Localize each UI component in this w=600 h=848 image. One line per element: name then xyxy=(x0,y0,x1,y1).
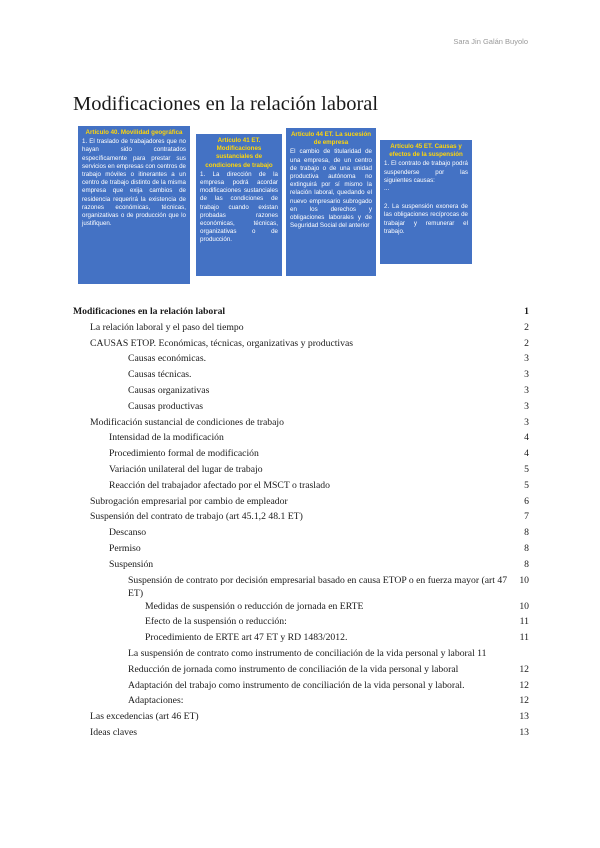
toc-entry-page: 3 xyxy=(524,400,529,412)
toc-entry[interactable] xyxy=(73,663,529,679)
toc-entry-label: La relación laboral y el paso del tiempo xyxy=(90,321,244,333)
toc-entry-label: Procedimiento formal de modificación xyxy=(109,448,259,460)
toc-entry-page: 12 xyxy=(519,695,529,707)
toc-entry[interactable] xyxy=(73,726,529,742)
toc-entry-page: 7 xyxy=(524,511,529,523)
toc-entry-page: 3 xyxy=(524,384,529,396)
toc-entry-label: Causas productivas xyxy=(128,400,204,412)
toc-entry[interactable] xyxy=(73,615,529,631)
toc-entry[interactable] xyxy=(73,368,529,384)
toc-entry-page: 4 xyxy=(524,448,529,460)
article-box-heading: Artículo 41 ET. Modificaciones sustanciales de condiciones de trabajo xyxy=(205,137,273,169)
toc-entry[interactable] xyxy=(73,526,529,542)
toc-entry-page: 10 xyxy=(519,574,529,586)
toc-entry[interactable] xyxy=(73,384,529,400)
toc-entry-label: Causas técnicas. xyxy=(128,369,192,381)
toc-entry-page: 13 xyxy=(519,726,529,738)
author-name: Sara Jin Galán Buyolo xyxy=(453,37,528,46)
toc-entry-label: Suspensión de contrato por decisión empresarial basado en causa ETOP o en fuerza mayor (art 47 ET) xyxy=(128,574,508,599)
toc-entry[interactable] xyxy=(73,631,529,647)
toc-entry-label: Descanso xyxy=(109,527,147,539)
toc-entry-label: Variación unilateral del lugar de trabajo xyxy=(109,463,263,475)
toc-entry-page: 5 xyxy=(524,463,529,475)
toc-entry-page: 12 xyxy=(519,679,529,691)
toc-entry-page: 1 xyxy=(524,306,529,317)
article-box-body-2: 2. La suspensión exonera de las obligaciones recíprocas de trabajar y remunerar el trabajo. xyxy=(384,203,468,235)
toc-entry[interactable] xyxy=(73,542,529,558)
toc-entry-label: Suspensión xyxy=(109,558,154,570)
table-of-contents xyxy=(73,305,529,742)
toc-entry[interactable] xyxy=(73,647,529,663)
toc-entry[interactable] xyxy=(73,447,529,463)
toc-entry-page: 12 xyxy=(519,663,529,675)
toc-entry-label: Procedimiento de ERTE art 47 ET y RD 1483/2012. xyxy=(145,632,348,644)
toc-entry-label: Modificaciones en la relación laboral xyxy=(73,306,226,317)
toc-entry-label: Reacción del trabajador afectado por el MSCT o traslado xyxy=(109,479,330,491)
toc-entry-page: 8 xyxy=(524,558,529,570)
toc-entry[interactable] xyxy=(73,510,529,526)
toc-entry-page: 3 xyxy=(524,353,529,365)
toc-entry-label: La suspensión de contrato como instrumento de conciliación de la vida personal y laboral 11 xyxy=(128,647,487,659)
article-box-44 xyxy=(286,128,376,276)
toc-entry-page: 4 xyxy=(524,432,529,444)
toc-entry[interactable] xyxy=(73,400,529,416)
toc-entry[interactable] xyxy=(73,679,529,695)
article-box-heading: Artículo 45 ET. Causas y efectos de la suspensión xyxy=(389,143,463,159)
toc-entry-page: 8 xyxy=(524,542,529,554)
toc-entry-label: Reducción de jornada como instrumento de conciliación de la vida personal y laboral xyxy=(128,663,459,675)
article-box-41 xyxy=(196,134,282,276)
toc-entry-page: 2 xyxy=(524,337,529,349)
toc-entry-label: CAUSAS ETOP. Económicas, técnicas, organizativas y productivas xyxy=(90,337,354,349)
toc-entry[interactable] xyxy=(73,694,529,710)
toc-entry-page: 11 xyxy=(519,632,529,644)
toc-entry-page: 11 xyxy=(519,616,529,628)
toc-entry[interactable] xyxy=(73,558,529,574)
toc-entry[interactable] xyxy=(73,431,529,447)
article-box-body: 1. La dirección de la empresa podrá acordar modificaciones sustanciales de las condiciones de trabajo cuando existan probadas razones económicas, técnicas, organizativas o de producción. xyxy=(200,170,278,244)
toc-entry-page: 2 xyxy=(524,321,529,333)
toc-entry-label: Permiso xyxy=(109,542,141,554)
article-box-body: 1. El contrato de trabajo podrá suspenderse por las siguientes causas: xyxy=(384,160,468,184)
article-box-body: 1. El traslado de trabajadores que no hayan sido contratados específicamente para prestar sus servicios en empresas con centros de trabajo móviles o itinerantes a un centro de trabajo distinto de la misma empresa que exija cambios de residencia requerirá la existencia de razones económicas, técnicas, organizativas o de producción que lo justifiquen. xyxy=(82,138,186,228)
toc-entry-label: Intensidad de la modificación xyxy=(109,432,224,444)
toc-entry-label: Adaptaciones: xyxy=(128,695,184,707)
article-box-45 xyxy=(380,140,472,264)
toc-entry-label: Suspensión del contrato de trabajo (art 45.1,2 48.1 ET) xyxy=(90,511,303,523)
article-box-heading: Artículo 40. Movilidad geográfica xyxy=(85,129,183,136)
article-box-40 xyxy=(78,126,190,284)
toc-entry[interactable] xyxy=(73,574,529,600)
article-box-heading: Artículo 44 ET. La sucesión de empresa xyxy=(290,131,372,147)
toc-entry[interactable] xyxy=(73,337,529,353)
toc-entry-page: 10 xyxy=(519,600,529,612)
toc-entry[interactable] xyxy=(73,479,529,495)
toc-entry[interactable] xyxy=(73,416,529,432)
toc-entry-page: 8 xyxy=(524,527,529,539)
toc-entry-label: Ideas claves xyxy=(90,726,138,738)
toc-entry-page: 6 xyxy=(524,495,529,507)
toc-entry[interactable] xyxy=(73,321,529,337)
toc-entry-label: Subrogación empresarial por cambio de empleador xyxy=(90,495,288,507)
toc-entry-label: Modificación sustancial de condiciones de trabajo xyxy=(90,416,284,428)
toc-entry-label: Causas económicas. xyxy=(128,353,207,365)
toc-entry-page: 13 xyxy=(519,711,529,723)
page-title: Modificaciones en la relación laboral xyxy=(73,93,379,115)
toc-entry[interactable] xyxy=(73,352,529,368)
article-box-ellipsis: ... xyxy=(384,184,390,192)
article-box-body: El cambio de titularidad de una empresa, de un centro de trabajo o de una unidad productiva autónoma no extinguirá por sí mismo la relación laboral, quedando el nuevo empresario subrogado en los derechos y obligaciones laborales y de Seguridad Social del anterior xyxy=(290,148,372,230)
toc-entry-page: 3 xyxy=(524,369,529,381)
toc-entry-label: Efecto de la suspensión o reducción: xyxy=(145,616,287,628)
toc-entry[interactable] xyxy=(73,463,529,479)
toc-entry[interactable] xyxy=(73,710,529,726)
toc-entry[interactable] xyxy=(73,305,529,321)
toc-entry-page: 3 xyxy=(524,416,529,428)
toc-entry-label: Las excedencias (art 46 ET) xyxy=(90,711,199,723)
toc-entry-label: Adaptación del trabajo como instrumento de conciliación de la vida personal y laboral. xyxy=(128,679,465,691)
toc-entry-label: Causas organizativas xyxy=(128,384,210,396)
toc-entry-page: 5 xyxy=(524,479,529,491)
toc-entry-label: Medidas de suspensión o reducción de jornada en ERTE xyxy=(145,600,364,612)
toc-entry[interactable] xyxy=(73,495,529,511)
toc-entry[interactable] xyxy=(73,600,529,616)
